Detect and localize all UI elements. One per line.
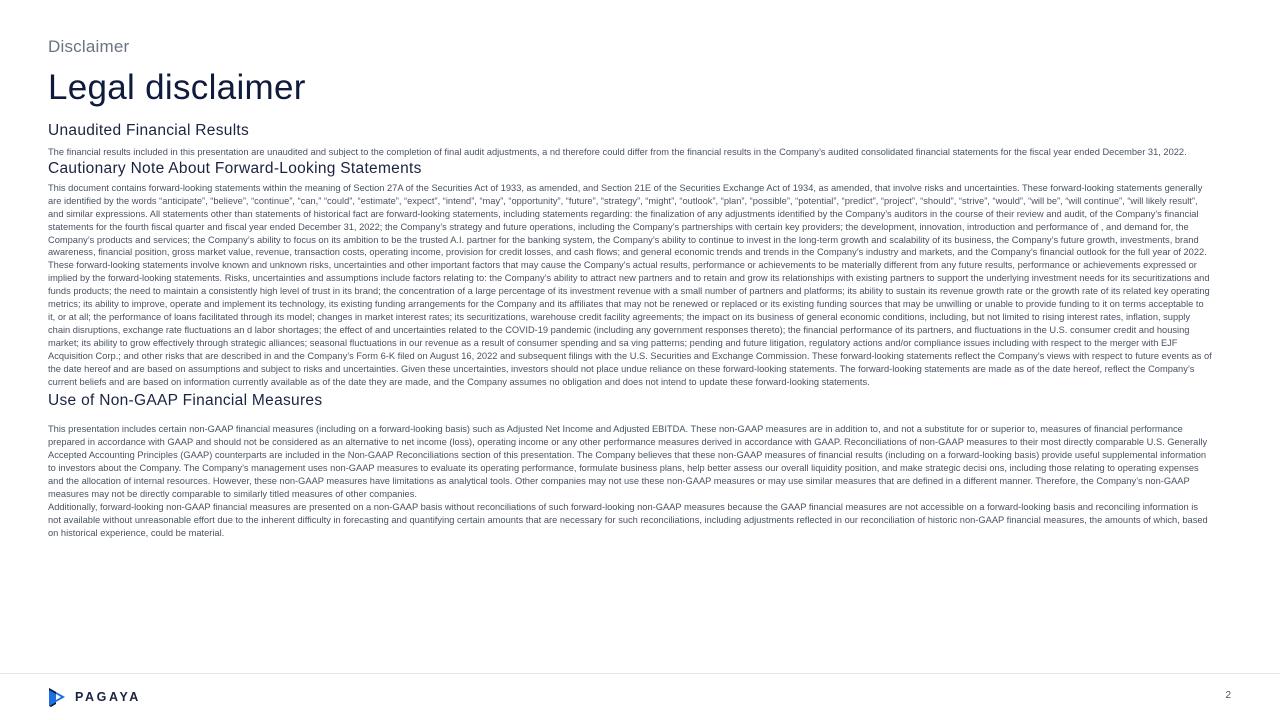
paragraph-non-gaap: This presentation includes certain non-GAAP financial measures (including on a forward-looking basis) such as Adjusted Net Income and Adjusted EBITDA. These non-GAAP measures are in addition to, and not a substitute for or superior to, measures of financial performance prepared in accordance with GAAP and should not be considered as an alternative to net income (loss), operating income or any other performance measures derived in accordance with GAAP. Reconciliations of non-GAAP measures to their most directly comparable U.S. Generally Accepted Accounting Principles (GAAP) counterparts are included in the Non-GAAP Reconciliations section of this presentation. The Company believes that these non-GAAP measures of financial results (including on a forward-looking basis) provide useful supplemental information to investors about the Company. The Company’s management uses non-GAAP measures to evaluate its operating performance, formulate business plans, help better assess our overall liquidity position, and make strategic decisi ons, including those relating to operating expenses and the allocation of internal resources. However, these non-GAAP measures have limitations as analytical tools. Other companies may not use these non-GAAP measures or may use similar measures that are defined in a different manner. Therefore, the Company’s non-GAAP measures may not be directly comparable to similarly titled measures of other companies.	[48, 424, 1208, 499]
paragraph-unaudited: The financial results included in this presentation are unaudited and subject to the completion of final audit adjustments, a nd therefore could differ from the financial results in the Company’s audited consolidated financial statements for the fiscal year ended December 31, 2022.	[48, 147, 1187, 157]
page-number: 2	[1225, 690, 1231, 701]
paragraph-forward-looking: This document contains forward-looking statements within the meaning of Section 27A of the Securities Act of 1933, as amended, and Section 21E of the Securities Exchange Act of 1934, as amended, that involve risks and uncertainties. These forward-looking statements generally are identified by the words “anticipate”, “believe”, “continue”, “can,” “could”, “estimate”, “expect”, “intend”, “may”, “opportunity”, “future”, “strategy”, “might”, “outlook”, “plan”, “possible”, “potential”, “predict”, “project”, “should”, “strive”, “would”, “will be”, “will continue”, “will likely result”, and similar expressions. All statements other than statements of historical fact are forward-looking statements, including statements regarding: the finalization of any adjustments identified by the Company’s auditors in the course of their review and audit, of the Company’s financial statements for the fourth fiscal quarter and fiscal year ended December 31, 2022; the Company’s strategy and future operations, including the Company’s partnerships with certain key providers; the development, innovation, introduction and performance of , and demand for, the Company’s products and services; the Company’s ability to focus on its ambition to be the trusted A.I. partner for the banking system, the Company’s ability to continue to invest in the long-term growth and scalability of its business, the Company’s future growth, investments, brand awareness, financial position, gross market value, revenue, transaction costs, operating income, provision for credit losses, and cash flows; and general economic trends and trends in the Company’s industry and markets, and the Company’s financial outlook for the full year of 2022. These forward-looking statements involve known and unknown risks, uncertainties and other important factors that may cause the Company’s actual results, performance or achievements to be materially different from any future results, performance or achievements expressed or implied by the forward-looking statements. Risks, uncertainties and assumptions include factors relating to: the Company’s ability to attract new partners and to retain and grow its relationships with existing partners to support the underlying investment needs for its securitizations and funds products; the need to maintain a consistently high level of trust in its brand; the concentration of a large percentage of its investment revenue with a small number of partners and platforms; its ability to sustain its revenue growth rate or the growth rate of its related key operating metrics; its ability to improve, operate and implement its technology, its existing funding arrangements for the Company and its affiliates that may not be renewed or replaced or its existing funding sources that may be unwilling or unable to provide funding to it on terms acceptable to it, or at all; the performance of loans facilitated through its model; changes in market interest rates; its securitizations, warehouse credit facility agreements; the impact on its business of general economic conditions, including, but not limited to rising interest rates, inflation, supply chain disruptions, exchange rate fluctuations an d labor shortages; the effect of and uncertainties related to the COVID-19 pandemic (including any government responses thereto); the financial performance of its partners, and fluctuations in the U.S. consumer credit and housing market; its ability to grow effectively through strategic alliances; seasonal fluctuations in our revenue as a result of consumer spending and sa ving patterns; pending and future litigation, regulatory actions and/or compliance issues including with respect to the merger with EJF Acquisition Corp.; and other risks that are described in and the Company’s Form 6-K filed on August 16, 2022 and subsequent filings with the U.S. Securities and Exchange Commission. These forward-looking statements reflect the Company’s views with respect to future events as of the date hereof and are based on assumptions and subject to risks and uncertainties. Given these uncertainties, investors should not place undue reliance on these forward-looking statements. The forward-looking statements are made as of the date hereof, reflect the Company’s current beliefs and are based on information currently available as of the date they are made, and the Company assumes no obligation and does not intend to update these forward-looking statements.	[48, 182, 1212, 387]
section-heading-forward-looking: Cautionary Note About Forward-Looking Statements	[48, 159, 422, 177]
logo-wordmark: PAGAYA	[75, 690, 141, 704]
pagaya-logo-icon	[47, 686, 67, 708]
section-heading-unaudited: Unaudited Financial Results	[48, 122, 250, 139]
section-label: Disclaimer	[48, 37, 130, 56]
paragraph-non-gaap-additional: Additionally, forward-looking non-GAAP financial measures are presented on a non-GAAP basis without reconciliations of such forward-looking non-GAAP measures because the GAAP financial measures are not accessible on a forward-looking basis and reconciling information is not available without unreasonable effort due to the inherent difficulty in forecasting and quantifying certain amounts that are necessary for such reconciliations, including adjustments reflected in our reconciliation of historic non-GAAP financial measures, the amounts of which, based on historical experience, could be material.	[48, 501, 1208, 538]
section-heading-non-gaap: Use of Non-GAAP Financial Measures	[48, 392, 323, 410]
disclaimer-content	[48, 122, 1213, 540]
page-title: Legal disclaimer	[48, 68, 306, 107]
footer-divider	[0, 673, 1280, 674]
pagaya-logo	[47, 686, 141, 708]
